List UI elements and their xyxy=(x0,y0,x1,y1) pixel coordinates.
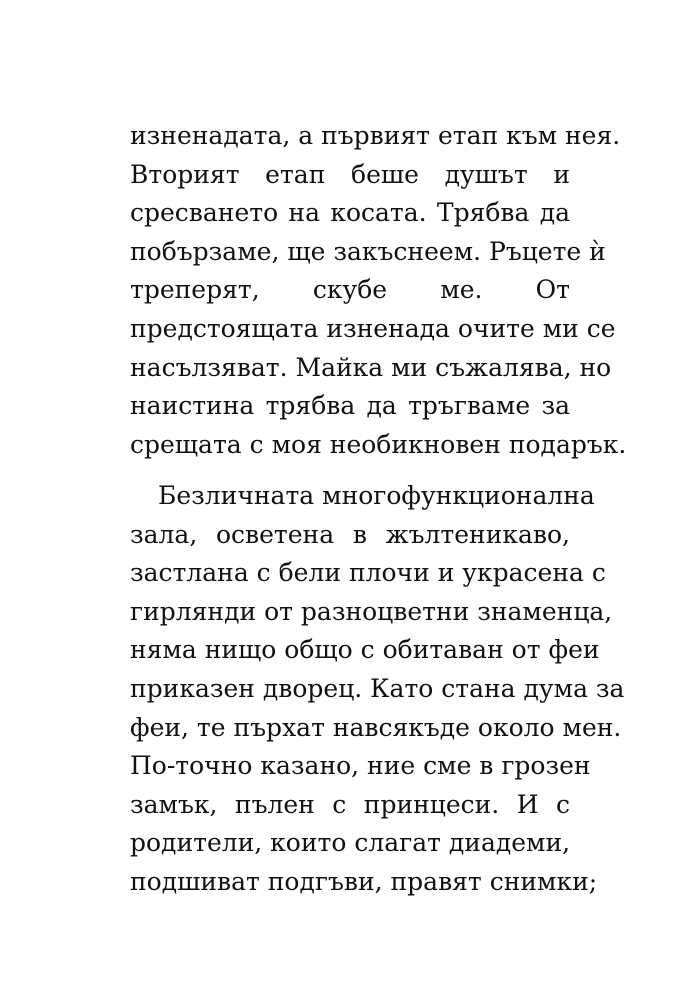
text-line: замък, пълен с принцеси. И с xyxy=(130,789,570,819)
paragraph-1 xyxy=(130,117,627,464)
paragraph-2 xyxy=(130,477,625,902)
text-line: Вторият етап беше душът и xyxy=(130,159,570,189)
text-line: побързаме, ще закъснеем. Ръцете ѝ xyxy=(130,236,606,266)
text-line: гирлянди от разноцветни знаменца, xyxy=(130,596,613,626)
text-line: насълзяват. Майка ми съжалява, но xyxy=(130,352,612,382)
text-line: няма нищо общо с обитаван от феи xyxy=(130,635,600,665)
text-line: предстоящата изненада очите ми се xyxy=(130,313,616,343)
text-line: По-точно казано, ние сме в грозен xyxy=(130,751,591,781)
text-line: застлана с бели плочи и украсена с xyxy=(130,558,606,588)
text-line: наистина трябва да тръгваме за xyxy=(130,391,570,421)
text-line: феи, те пърхат навсякъде около мен. xyxy=(130,712,622,742)
text-line: Безличната многофункционална xyxy=(158,481,595,510)
text-line: срещата с моя необикновен подарък. xyxy=(130,429,627,459)
text-line: родители, които слагат диадеми, xyxy=(130,828,571,858)
text-line: сресването на косата. Трябва да xyxy=(130,198,570,228)
text-line: зала, осветена в жълтеникаво, xyxy=(130,519,570,549)
text-line: подшиват подгъви, правят снимки; xyxy=(130,866,598,896)
text-line: приказен дворец. Като стана дума за xyxy=(130,673,625,703)
text-line: треперят, скубе ме. От xyxy=(130,275,570,305)
text-line: изненадата, а първият етап към нея. xyxy=(130,121,621,150)
